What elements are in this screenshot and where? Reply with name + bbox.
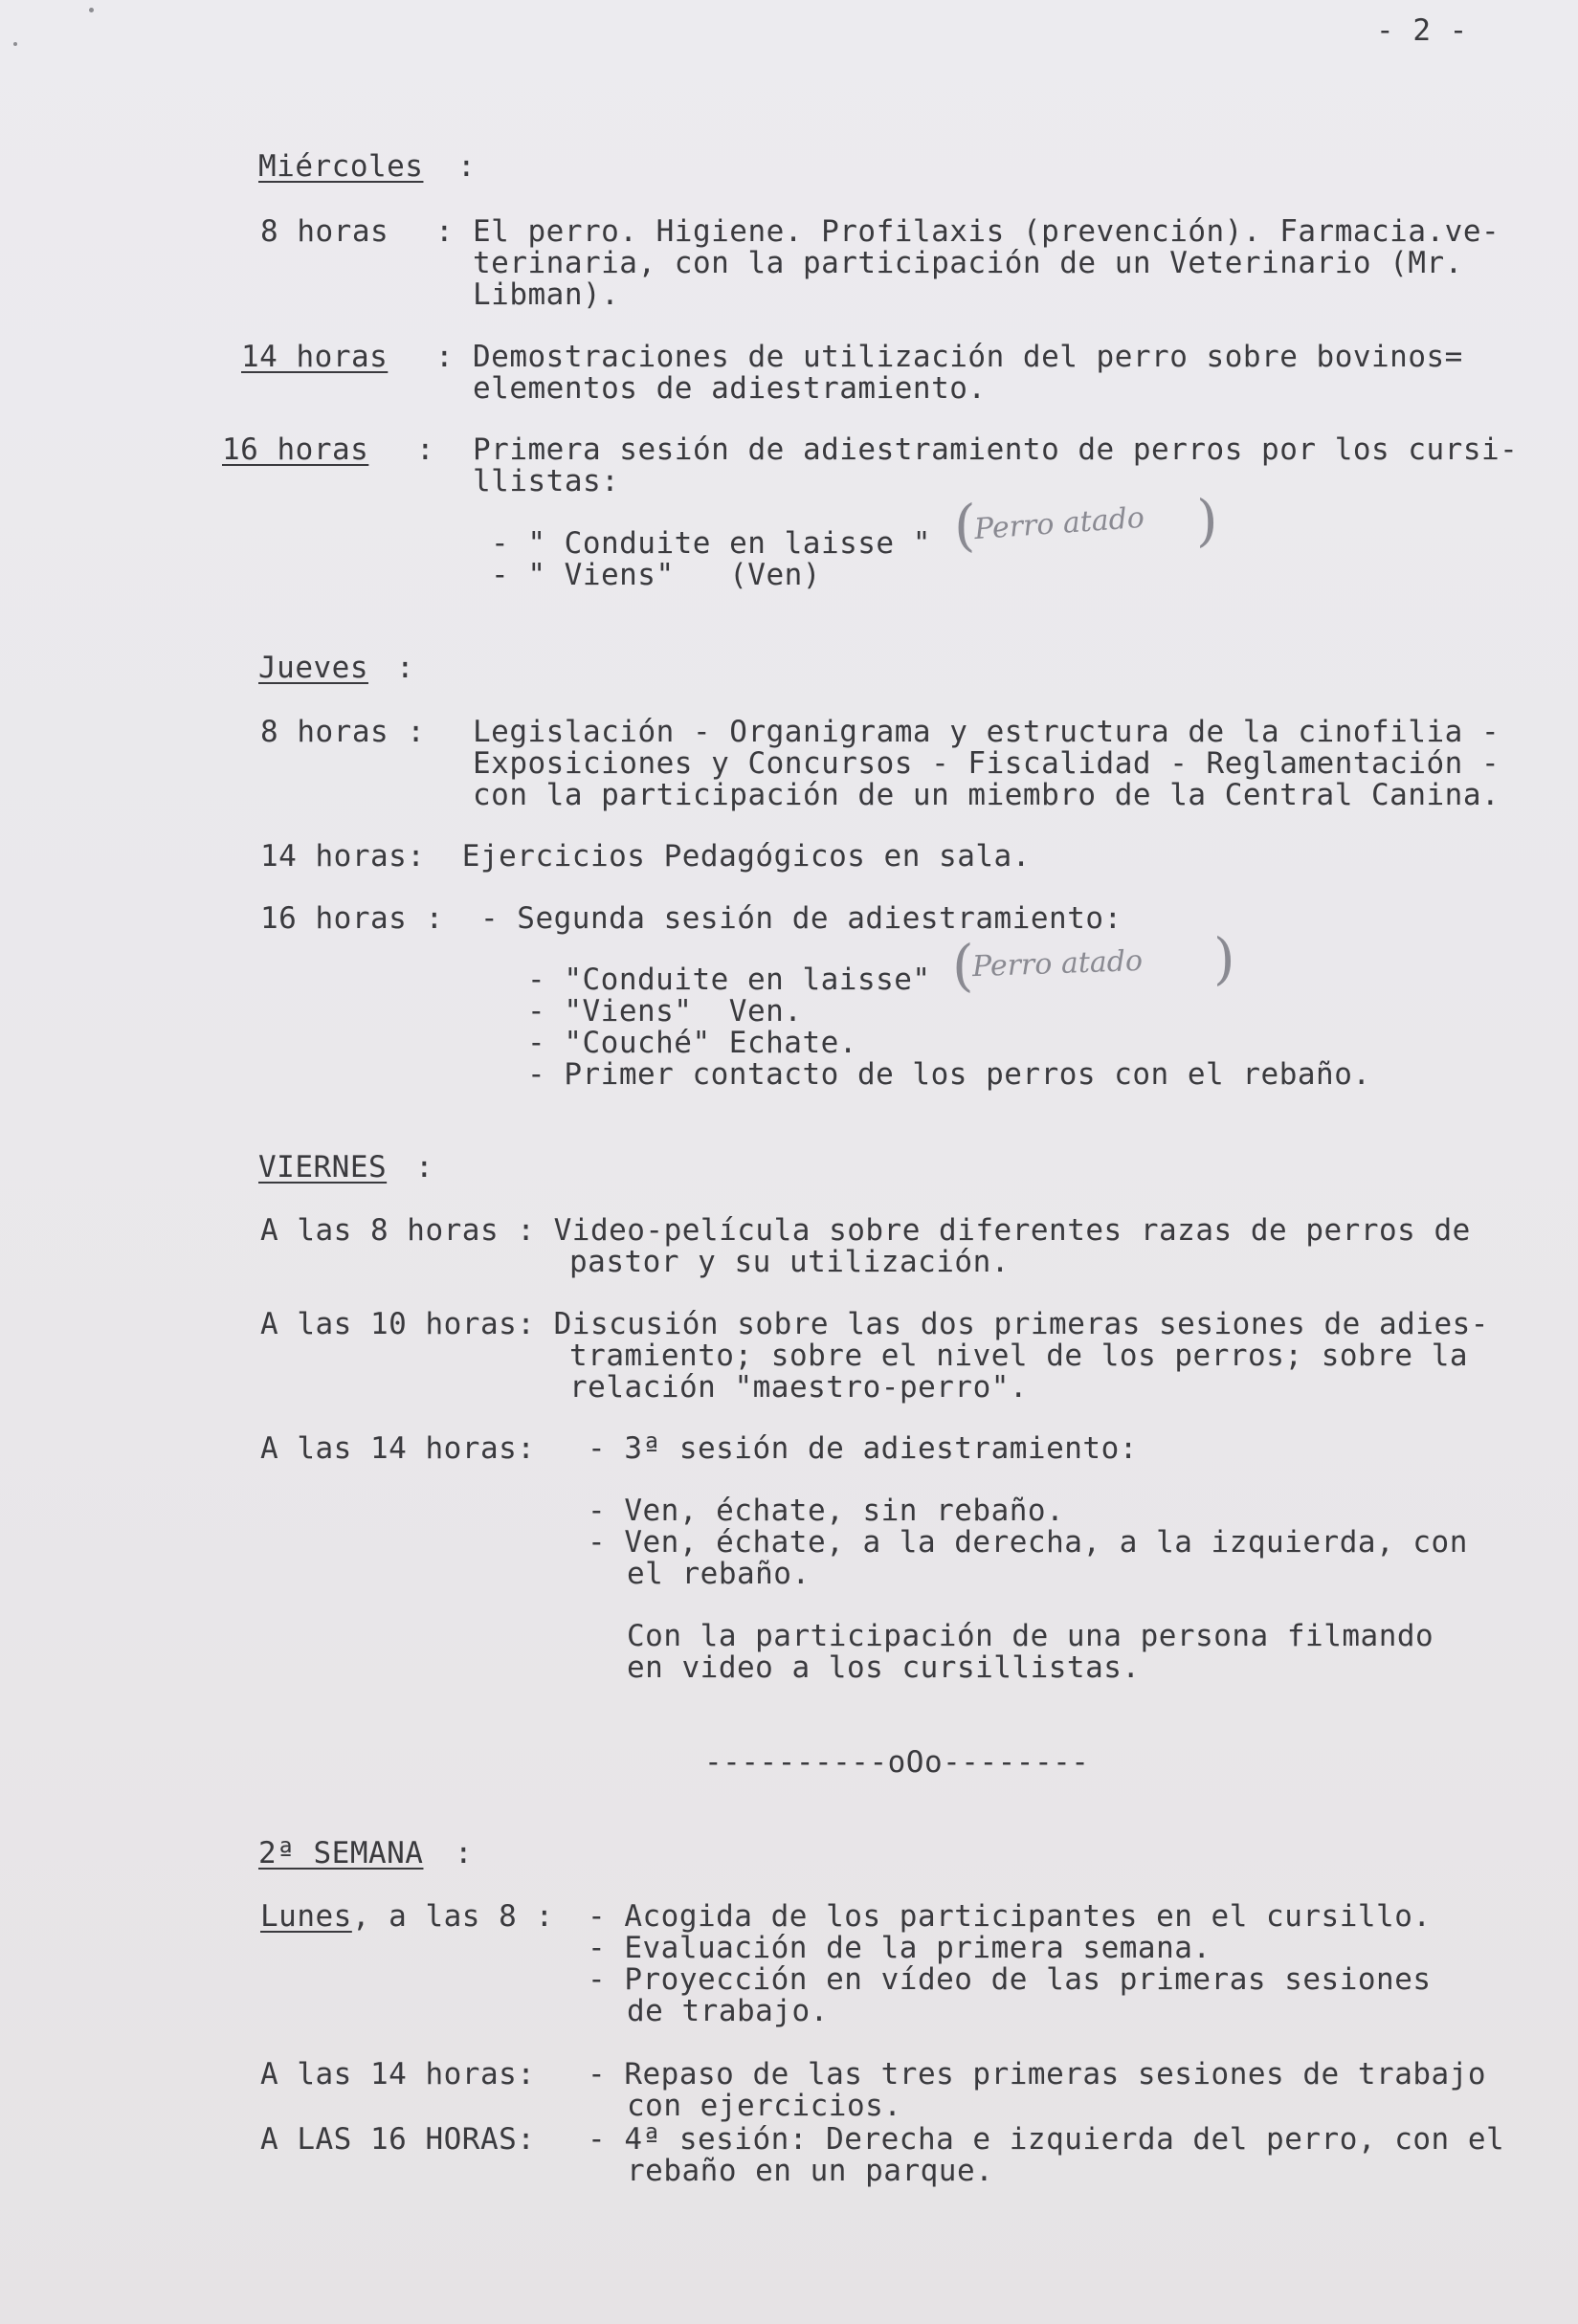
heading-semana-2: 2ª SEMANA [258, 1836, 424, 1870]
handwritten-paren: ( [954, 493, 976, 558]
heading-colon: : [415, 1150, 434, 1184]
time-label: A las 14 horas: [260, 1431, 536, 1466]
time-separator: : [435, 214, 455, 249]
list-item: el rebaño. [627, 1557, 811, 1591]
entry-text: pastor y su utilización. [569, 1245, 1010, 1279]
entry-text: Primera sesión de adiestramiento de perros por los cursi- [473, 432, 1519, 467]
list-item: - Ven, échate, sin rebaño. [588, 1494, 1065, 1528]
entry-text: 14 horas: Ejercicios Pedagógicos en sala. [260, 839, 1031, 874]
time-label: 14 horas [241, 340, 389, 374]
day-label-lunes: Lunes [260, 1899, 352, 1934]
note-text: en video a los cursillistas. [627, 1650, 1141, 1685]
entry-text: tramiento; sobre el nivel de los perros; sobre la [569, 1339, 1469, 1373]
time-label: A las 14 horas: [260, 2057, 536, 2092]
entry-text: - 3ª sesión de adiestramiento: [588, 1431, 1138, 1466]
page-number: - 2 - [1376, 13, 1468, 48]
list-item: - " Conduite en laisse " [491, 526, 931, 561]
list-item: - Acogida de los participantes en el cursillo. [588, 1899, 1432, 1934]
list-item: - Primer contacto de los perros con el rebaño. [527, 1057, 1371, 1092]
entry-text: terinaria, con la participación de un Veterinario (Mr. [473, 246, 1463, 280]
paper-speck [89, 8, 94, 12]
note-text: Con la participación de una persona filmando [627, 1619, 1434, 1653]
list-item: con ejercicios. [627, 2089, 902, 2123]
list-item: - "Conduite en laisse" [527, 963, 931, 997]
list-item: - Repaso de las tres primeras sesiones de trabajo [588, 2057, 1487, 2092]
time-label: 8 horas [260, 214, 389, 249]
heading-colon: : [457, 149, 477, 184]
heading-viernes: VIERNES [258, 1150, 388, 1184]
list-item: - "Couché" Echate. [527, 1026, 857, 1060]
heading-jueves: Jueves [258, 651, 368, 685]
time-separator: : [435, 340, 455, 374]
entry-text: A las 10 horas: Discusión sobre las dos primeras sesiones de adies- [260, 1307, 1489, 1341]
entry-text: 16 horas : - Segunda sesión de adiestramiento: [260, 901, 1122, 936]
entry-text: con la participación de un miembro de la Central Canina. [473, 778, 1500, 812]
handwritten-paren: ) [1196, 488, 1218, 553]
list-item: - Evaluación de la primera semana. [588, 1931, 1211, 1965]
list-item: - Ven, échate, a la derecha, a la izquierda, con [588, 1525, 1468, 1560]
entry-text: Exposiciones y Concursos - Fiscalidad - Reglamentación - [473, 746, 1500, 781]
section-divider: ----------oOo-------- [704, 1745, 1090, 1780]
handwritten-note: Perro atado [971, 943, 1144, 985]
time-separator: : [416, 432, 435, 467]
handwritten-paren: ) [1213, 926, 1235, 991]
list-item: - "Viens" Ven. [527, 994, 803, 1029]
list-item: - " Viens" (Ven) [491, 558, 821, 592]
time-label: 8 horas : [260, 715, 426, 749]
heading-colon: : [455, 1836, 474, 1870]
day-label [260, 1901, 554, 1933]
time-label: A LAS 16 HORAS: [260, 2122, 536, 2157]
entry-text: elementos de adiestramiento. [473, 371, 987, 406]
entry-text: El perro. Higiene. Profilaxis (prevención). Farmacia.ve- [473, 214, 1500, 249]
entry-text: A las 8 horas : Video-película sobre diferentes razas de perros de [260, 1213, 1471, 1248]
handwritten-note: Perro atado [972, 500, 1145, 547]
entry-text: Legislación - Organigrama y estructura de la cinofilia - [473, 715, 1500, 749]
entry-text: Demostraciones de utilización del perro sobre bovinos= [473, 340, 1463, 374]
handwritten-paren: ( [952, 933, 974, 998]
heading-miercoles: Miércoles [258, 149, 424, 184]
list-item: - 4ª sesión: Derecha e izquierda del perro, con el [588, 2122, 1505, 2157]
list-item: - Proyección en vídeo de las primeras sesiones [588, 1962, 1432, 1997]
time-label: 16 horas [222, 432, 369, 467]
list-item: rebaño en un parque. [627, 2154, 994, 2188]
entry-text: llistas: [473, 464, 620, 498]
list-item: de trabajo. [627, 1994, 829, 2028]
paper-speck [13, 42, 17, 46]
entry-text: relación "maestro-perro". [569, 1370, 1029, 1405]
entry-text: Libman). [473, 277, 620, 312]
heading-colon: : [396, 651, 415, 685]
day-label-time: , a las 8 : [351, 1899, 554, 1934]
